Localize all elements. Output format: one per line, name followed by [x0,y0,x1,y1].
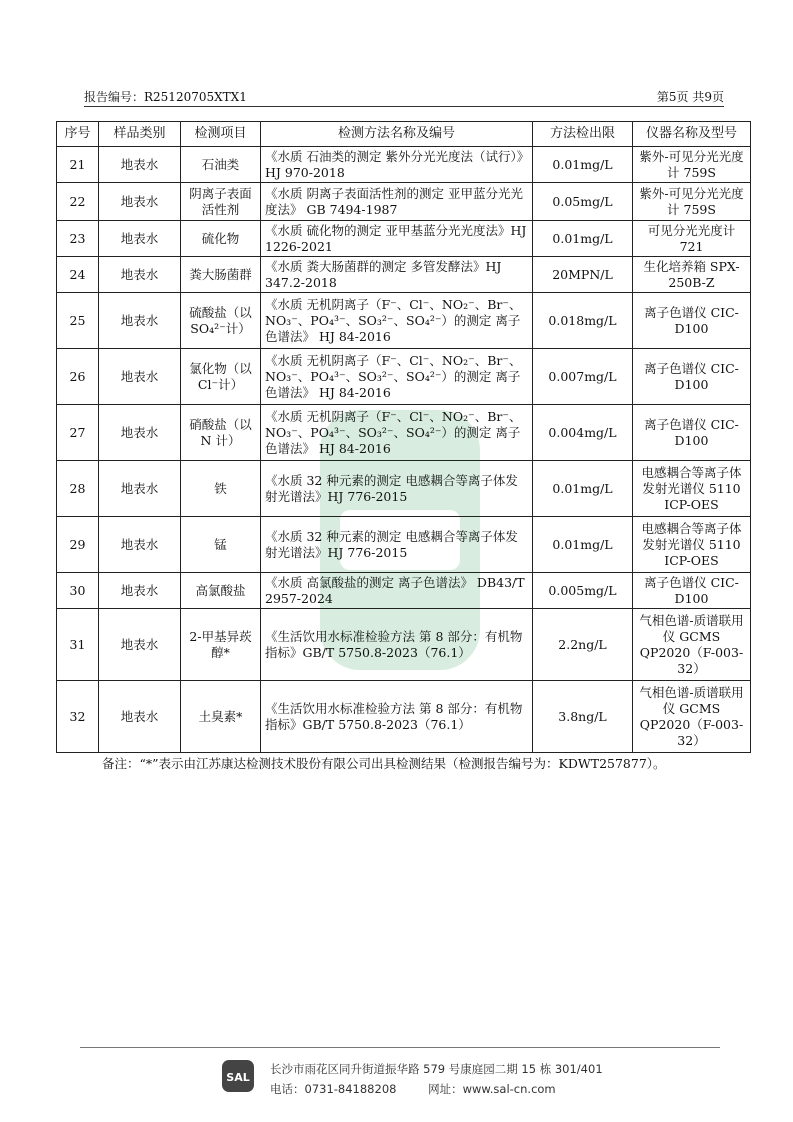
cell-instrument: 气相色谱-质谱联用仪 GCMS QP2020（F-003-32） [633,609,751,681]
table-row [57,517,751,573]
cell-method: 《水质 粪大肠菌群的测定 多管发酵法》HJ 347.2-2018 [261,257,533,293]
cell-item: 锰 [181,517,261,573]
cell-type: 地表水 [99,257,181,293]
cell-instrument: 离子色谱仪 CIC-D100 [633,349,751,405]
cell-limit: 0.007mg/L [533,349,633,405]
col-header-item: 检测项目 [181,122,261,147]
col-header-method: 检测方法名称及编号 [261,122,533,147]
table-row [57,183,751,221]
cell-limit: 20MPN/L [533,257,633,293]
table-row [57,681,751,753]
cell-limit: 0.005mg/L [533,573,633,609]
cell-no: 27 [57,405,99,461]
cell-type: 地表水 [99,609,181,681]
cell-instrument: 可见分光光度计 721 [633,221,751,257]
cell-instrument: 离子色谱仪 CIC-D100 [633,405,751,461]
table-header-row [57,122,751,147]
report-header [84,88,724,106]
cell-no: 22 [57,183,99,221]
cell-instrument: 离子色谱仪 CIC-D100 [633,573,751,609]
cell-no: 26 [57,349,99,405]
cell-method: 《水质 无机阴离子（F⁻、Cl⁻、NO₂⁻、Br⁻、NO₃⁻、PO₄³⁻、SO₃²⁻、SO₄²⁻）的测定 离子色谱法》 HJ 84-2016 [261,349,533,405]
cell-no: 25 [57,293,99,349]
cell-limit: 0.01mg/L [533,461,633,517]
cell-limit: 0.01mg/L [533,221,633,257]
cell-type: 地表水 [99,293,181,349]
footer-phone: 电话：0731-84188208 [270,1082,397,1096]
cell-instrument: 气相色谱-质谱联用仪 GCMS QP2020（F-003-32） [633,681,751,753]
cell-instrument: 紫外-可见分光光度计 759S [633,147,751,183]
cell-item: 硝酸盐（以 N 计） [181,405,261,461]
table-row [57,221,751,257]
table-row [57,461,751,517]
col-header-limit: 方法检出限 [533,122,633,147]
results-table [56,121,751,753]
cell-type: 地表水 [99,461,181,517]
table-row [57,609,751,681]
cell-method: 《生活饮用水标准检验方法 第 8 部分：有机物指标》GB/T 5750.8-2023（76.1） [261,681,533,753]
cell-method: 《水质 无机阴离子（F⁻、Cl⁻、NO₂⁻、Br⁻、NO₃⁻、PO₄³⁻、SO₃²⁻、SO₄²⁻）的测定 离子色谱法》 HJ 84-2016 [261,405,533,461]
logo-text: SAL [226,1071,250,1084]
cell-limit: 0.018mg/L [533,293,633,349]
cell-limit: 0.01mg/L [533,517,633,573]
table-row [57,349,751,405]
table-row [57,257,751,293]
cell-method: 《水质 32 种元素的测定 电感耦合等离子体发射光谱法》HJ 776-2015 [261,517,533,573]
col-header-instrument: 仪器名称及型号 [633,122,751,147]
footer-address: 长沙市雨花区同升街道振华路 579 号康庭园二期 15 栋 301/401 [270,1062,603,1076]
cell-no: 30 [57,573,99,609]
cell-limit: 0.05mg/L [533,183,633,221]
cell-no: 23 [57,221,99,257]
cell-instrument: 电感耦合等离子体发射光谱仪 5110 ICP-OES [633,461,751,517]
cell-method: 《水质 硫化物的测定 亚甲基蓝分光光度法》HJ 1226-2021 [261,221,533,257]
header-divider [84,106,724,107]
cell-item: 粪大肠菌群 [181,257,261,293]
cell-instrument: 生化培养箱 SPX-250B-Z [633,257,751,293]
cell-no: 31 [57,609,99,681]
table-row [57,293,751,349]
cell-item: 2-甲基异莰醇* [181,609,261,681]
cell-method: 《水质 无机阴离子（F⁻、Cl⁻、NO₂⁻、Br⁻、NO₃⁻、PO₄³⁻、SO₃²⁻、SO₄²⁻）的测定 离子色谱法》 HJ 84-2016 [261,293,533,349]
report-number: 报告编号：R25120705XTX1 [84,90,247,104]
cell-type: 地表水 [99,349,181,405]
cell-item: 阴离子表面活性剂 [181,183,261,221]
footer-divider [80,1047,720,1048]
cell-method: 《水质 高氯酸盐的测定 离子色谱法》 DB43/T 2957-2024 [261,573,533,609]
cell-method: 《水质 石油类的测定 紫外分光光度法（试行）》HJ 970-2018 [261,147,533,183]
cell-type: 地表水 [99,147,181,183]
cell-type: 地表水 [99,681,181,753]
cell-no: 24 [57,257,99,293]
cell-item: 土臭素* [181,681,261,753]
cell-type: 地表水 [99,183,181,221]
cell-item: 硫酸盐（以 SO₄²⁻计） [181,293,261,349]
cell-method: 《生活饮用水标准检验方法 第 8 部分：有机物指标》GB/T 5750.8-2023（76.1） [261,609,533,681]
cell-no: 28 [57,461,99,517]
footer-contact [270,1081,584,1097]
cell-limit: 3.8ng/L [533,681,633,753]
table-row [57,147,751,183]
cell-type: 地表水 [99,517,181,573]
footer-website[interactable]: 网址：www.sal-cn.com [428,1082,556,1096]
page-indicator: 第5页 共9页 [656,90,724,104]
sal-logo-icon [220,1058,256,1094]
cell-limit: 0.004mg/L [533,405,633,461]
cell-method: 《水质 32 种元素的测定 电感耦合等离子体发射光谱法》HJ 776-2015 [261,461,533,517]
cell-instrument: 紫外-可见分光光度计 759S [633,183,751,221]
cell-limit: 0.01mg/L [533,147,633,183]
cell-item: 石油类 [181,147,261,183]
cell-no: 21 [57,147,99,183]
cell-item: 硫化物 [181,221,261,257]
col-header-no: 序号 [57,122,99,147]
table-note: 备注：“*”表示由江苏康达检测技术股份有限公司出具检测结果（检测报告编号为：KDWT257877）。 [102,756,666,771]
table-row [57,573,751,609]
cell-no: 32 [57,681,99,753]
cell-item: 氯化物（以 Cl⁻计） [181,349,261,405]
cell-type: 地表水 [99,573,181,609]
cell-item: 高氯酸盐 [181,573,261,609]
cell-item: 铁 [181,461,261,517]
cell-instrument: 电感耦合等离子体发射光谱仪 5110 ICP-OES [633,517,751,573]
col-header-type: 样品类别 [99,122,181,147]
cell-instrument: 离子色谱仪 CIC-D100 [633,293,751,349]
table-row [57,405,751,461]
cell-limit: 2.2ng/L [533,609,633,681]
cell-no: 29 [57,517,99,573]
cell-type: 地表水 [99,221,181,257]
cell-method: 《水质 阴离子表面活性剂的测定 亚甲蓝分光光度法》 GB 7494-1987 [261,183,533,221]
cell-type: 地表水 [99,405,181,461]
